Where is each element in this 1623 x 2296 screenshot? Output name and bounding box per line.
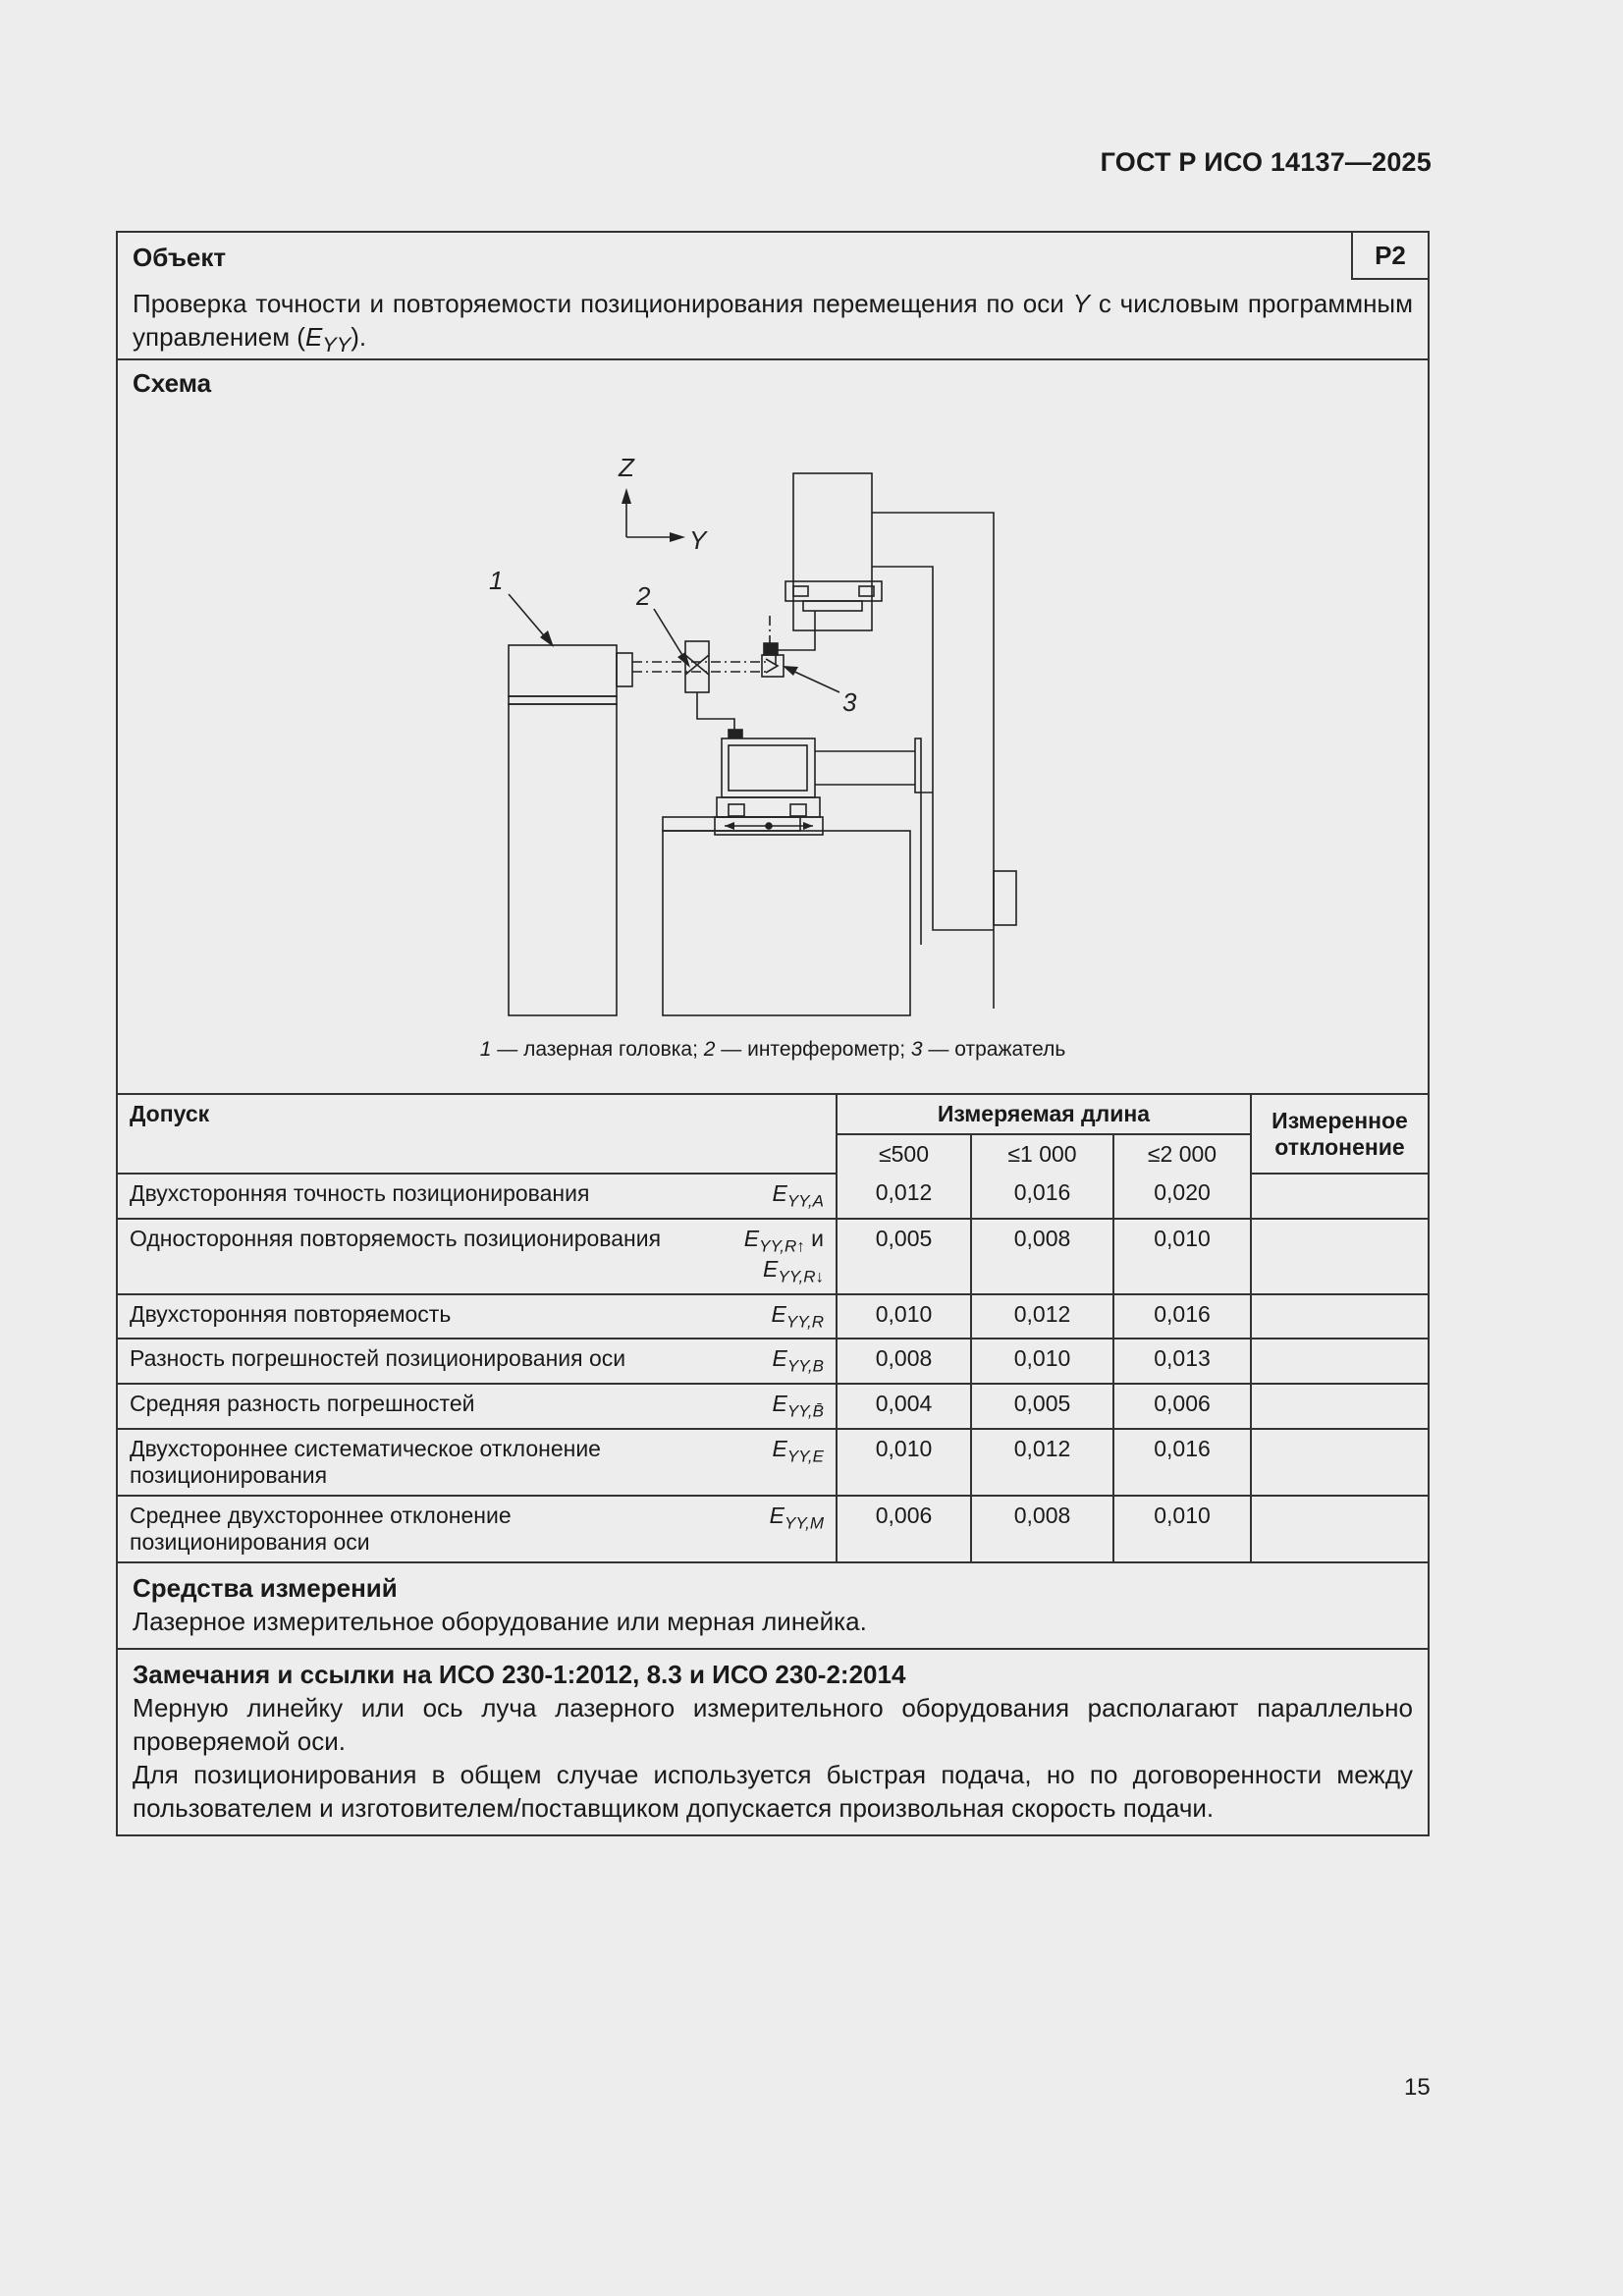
length-2000: ≤2 000	[1113, 1134, 1251, 1174]
tolerance-row	[118, 1219, 1428, 1294]
desc-sub: YY	[322, 332, 352, 357]
machine-diagram	[471, 419, 1198, 1028]
measured-deviation-cell[interactable]	[1251, 1429, 1428, 1496]
measured-deviation-cell[interactable]	[1251, 1174, 1428, 1219]
tolerance-name-cell	[118, 1429, 837, 1496]
tolerance-value: 0,016	[1113, 1294, 1251, 1339]
tolerance-row	[118, 1174, 1428, 1219]
tolerance-symbol	[772, 1436, 824, 1489]
tolerance-value: 0,010	[1113, 1496, 1251, 1561]
length-1000: ≤1 000	[971, 1134, 1113, 1174]
tolerance-value: 0,006	[1113, 1384, 1251, 1429]
tolerance-symbol	[772, 1345, 824, 1377]
tolerance-value: 0,004	[837, 1384, 971, 1429]
symbol-part: YY,A	[786, 1191, 824, 1211]
measured-length-header: Измеряемая длина	[837, 1095, 1251, 1134]
laser-beam	[632, 616, 770, 672]
instruments-text: Лазерное измерительное оборудование или мерная линейка.	[133, 1606, 867, 1636]
tolerance-value: 0,010	[971, 1339, 1113, 1384]
measured-deviation-cell[interactable]	[1251, 1294, 1428, 1339]
object-description	[133, 287, 1413, 361]
tolerance-value: 0,012	[971, 1429, 1113, 1496]
object-section	[118, 233, 1428, 360]
desc-axis: Y	[1072, 289, 1090, 318]
tolerance-name: Односторонняя повторяемость позиционирования	[130, 1225, 662, 1251]
desc-post: ).	[351, 322, 367, 352]
tolerance-value: 0,012	[971, 1294, 1113, 1339]
symbol-part: и	[804, 1225, 824, 1251]
symbol-part: E	[772, 1435, 787, 1461]
axis-indicator	[618, 453, 708, 555]
tolerance-name-cell	[118, 1219, 837, 1294]
tolerance-row	[118, 1339, 1428, 1384]
tolerance-symbol	[770, 1503, 824, 1556]
tolerance-row	[118, 1496, 1428, 1561]
symbol-part: YY,R↑	[759, 1236, 805, 1256]
document-header: ГОСТ Р ИСО 14137—2025	[1100, 147, 1432, 177]
tolerance-name-cell	[118, 1339, 837, 1384]
symbol-part: E	[772, 1390, 787, 1416]
symbol-part: E	[772, 1345, 787, 1372]
measured-deviation-cell[interactable]	[1251, 1219, 1428, 1294]
symbol-part: YY,R↓	[778, 1267, 824, 1286]
desc-mid: с числовым программным управлением (	[133, 289, 1413, 352]
symbol-part: YY,M	[784, 1513, 824, 1533]
measured-deviation-cell[interactable]	[1251, 1339, 1428, 1384]
symbol-part: E	[771, 1300, 786, 1327]
caption-text-3: — отражатель	[922, 1038, 1066, 1061]
tolerance-value: 0,006	[837, 1496, 971, 1561]
instruments-section	[118, 1563, 1428, 1650]
tolerance-symbol	[772, 1301, 824, 1333]
remarks-paragraph-2: Для позиционирования в общем случае используется быстрая подача, но по договоренности между пользователем и изготовителем/поставщиком допускается произвольная скорость подачи.	[133, 1759, 1413, 1823]
measured-deviation-cell[interactable]	[1251, 1384, 1428, 1429]
symbol-part: YY,E	[786, 1447, 824, 1466]
measured-deviation-header: Измеренное отклонение	[1251, 1095, 1428, 1174]
tolerance-table	[118, 1095, 1428, 1561]
tolerance-row	[118, 1384, 1428, 1429]
tolerance-value: 0,008	[971, 1496, 1113, 1561]
measured-deviation-cell[interactable]	[1251, 1496, 1428, 1561]
scheme-title: Схема	[133, 368, 212, 398]
symbol-part: E	[763, 1256, 779, 1283]
caption-num-3: 3	[910, 1038, 923, 1061]
page-number: 15	[1404, 2074, 1431, 2101]
symbol-part: E	[772, 1180, 787, 1206]
tolerance-name: Двухстороннее систематическое отклонение позиционирования	[130, 1435, 601, 1488]
caption-num-1: 1	[479, 1038, 492, 1061]
symbol-part: YY,B̄	[786, 1401, 824, 1421]
symbol-part: E	[743, 1225, 760, 1251]
test-code: Р2	[1351, 233, 1428, 280]
tolerance-symbol	[744, 1226, 824, 1287]
tolerance-value: 0,010	[837, 1429, 971, 1496]
remarks-title: Замечания и ссылки на ИСО 230-1:2012, 8.3 и ИСО 230-2:2014	[133, 1659, 906, 1689]
caption-num-2: 2	[703, 1038, 716, 1061]
instruments-title: Средства измерений	[133, 1572, 398, 1603]
callout-1: 1	[489, 566, 504, 595]
tolerance-name-cell	[118, 1294, 837, 1339]
tolerance-section	[118, 1095, 1428, 1563]
desc-sym: E	[304, 322, 323, 352]
tolerance-value: 0,016	[971, 1174, 1113, 1219]
desc-pre: Проверка точности и повторяемости позиционирования перемещения по оси	[133, 289, 1073, 318]
tolerance-value: 0,008	[971, 1219, 1113, 1294]
machine-column	[764, 473, 1016, 1009]
callout-2: 2	[636, 581, 651, 611]
tolerance-name: Двухсторонняя точность позиционирования	[130, 1180, 590, 1206]
callouts	[489, 566, 857, 717]
tolerance-name-cell	[118, 1174, 837, 1219]
tolerance-name: Разность погрешностей позиционирования оси	[130, 1345, 626, 1372]
tolerance-value: 0,005	[837, 1219, 971, 1294]
caption-text-1: — лазерная головка;	[491, 1038, 704, 1061]
symbol-part: YY,B	[786, 1356, 824, 1376]
symbol-part: YY,R	[785, 1312, 824, 1332]
tolerance-value: 0,010	[837, 1294, 971, 1339]
reflector	[762, 655, 784, 677]
tolerance-row	[118, 1429, 1428, 1496]
tolerance-value: 0,012	[837, 1174, 971, 1219]
tolerance-value: 0,010	[1113, 1219, 1251, 1294]
tolerance-row	[118, 1294, 1428, 1339]
tolerance-name: Двухсторонняя повторяемость	[130, 1300, 452, 1327]
tolerance-name: Среднее двухстороннее отклонение позиционирования оси	[130, 1502, 512, 1555]
scheme-caption	[118, 1038, 1428, 1062]
object-title: Объект	[133, 243, 227, 272]
laser-head	[509, 645, 632, 1015]
axis-z-label: Z	[619, 453, 634, 482]
tolerance-value: 0,008	[837, 1339, 971, 1384]
symbol-part: E	[769, 1502, 784, 1528]
interferometer	[685, 641, 742, 738]
tolerance-value: 0,020	[1113, 1174, 1251, 1219]
tolerance-symbol	[772, 1180, 824, 1212]
remarks-section	[118, 1650, 1428, 1834]
tolerance-value: 0,005	[971, 1384, 1113, 1429]
axis-y-label: Y	[689, 525, 707, 555]
length-500: ≤500	[837, 1134, 971, 1174]
test-card	[116, 231, 1430, 1836]
tolerance-value: 0,013	[1113, 1339, 1251, 1384]
tolerance-symbol	[772, 1391, 824, 1422]
tolerance-header: Допуск	[118, 1095, 837, 1174]
callout-3: 3	[842, 687, 857, 717]
tolerance-value: 0,016	[1113, 1429, 1251, 1496]
remarks-paragraph-1: Мерную линейку или ось луча лазерного измерительного оборудования располагают параллельно проверяемой оси.	[133, 1692, 1413, 1756]
scheme-section	[118, 360, 1428, 1095]
tolerance-name-cell	[118, 1384, 837, 1429]
caption-text-2: — интерферометр;	[715, 1038, 911, 1061]
machine-table	[663, 738, 921, 1015]
tolerance-name: Средняя разность погрешностей	[130, 1390, 475, 1416]
tolerance-name-cell	[118, 1496, 837, 1561]
